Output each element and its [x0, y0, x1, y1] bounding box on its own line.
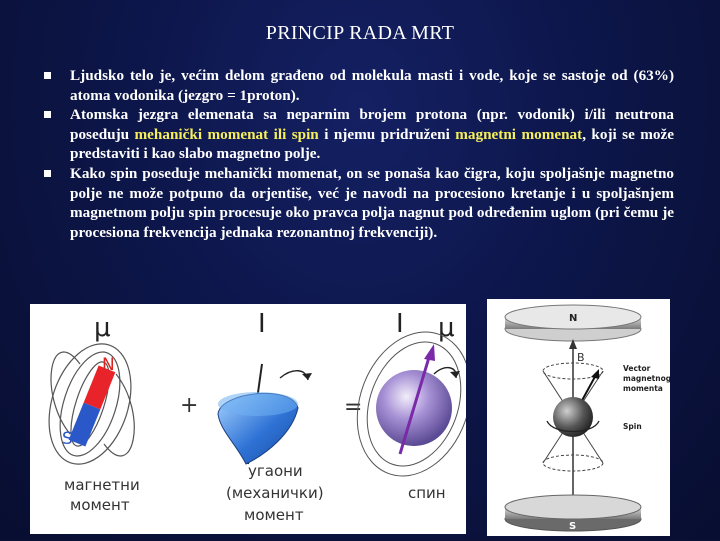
bullet-item [44, 66, 674, 105]
slide-title: PRINCIP RADA MRT [265, 22, 455, 44]
spinning-top-icon [218, 364, 312, 464]
spin-sphere-icon [376, 344, 460, 454]
vector-label: magnetnog [623, 374, 670, 383]
vector-label: momenta [623, 384, 663, 393]
caption-angular-moment: момент [244, 506, 304, 524]
bullet-text: Atomska jezgra elemenata sa neparnim brojem protona (npr. vodonik) i/ili neutrona poseduju [70, 106, 674, 143]
bullet-item [44, 105, 674, 164]
square-bullet-icon [44, 72, 51, 79]
square-bullet-icon [44, 170, 51, 177]
caption-magnetic-moment: магнетни [64, 476, 140, 494]
spin-equation-figure [30, 304, 466, 534]
bullet-text: Kako spin poseduje mehanički momenat, on se ponaša kao čigra, koju spoljašnje magnetno polje ne može potpuno da orjentiše, već je navodi na procesiono kretanje i u spoljašnjem magnetnom polju spin procesuje oko pravca polja nagnut pod određenim uglom (pri čemu je procesiona frekvencija jednaka rezonantnoj frekvenciji). [70, 164, 674, 241]
i-symbol: I [258, 309, 266, 339]
top-plate-label: N [569, 313, 578, 324]
i-symbol: I [396, 309, 404, 339]
plus-sign: + [180, 393, 199, 418]
bullet-text: , koji se može predstaviti i kao slabo magnetno polje. [70, 125, 674, 163]
caption-angular-moment: (механички) [226, 484, 324, 502]
south-pole-label: S [62, 429, 73, 449]
field-label: B [577, 351, 585, 364]
caption-spin: спин [408, 484, 446, 502]
bottom-plate-label: S [569, 521, 577, 532]
spin-label: Spin [623, 422, 642, 431]
highlight-mechanical-moment: mehanički momenat ili spin [134, 125, 319, 143]
bullet-text: Ljudsko telo je, većim delom građeno od molekula masti i vode, koje se sastoje od (63%) atoma vodonika (jezgro = 1proton). [70, 67, 674, 104]
bullet-list [44, 66, 674, 242]
caption-magnetic-moment: момент [70, 496, 130, 514]
highlight-magnetic-moment: magnetni momenat [455, 125, 583, 143]
vector-label: Vector [623, 364, 651, 373]
mu-symbol: μ [94, 313, 111, 343]
precession-figure [487, 299, 670, 536]
bullet-item [44, 164, 674, 242]
caption-angular-moment: угаони [248, 462, 303, 480]
square-bullet-icon [44, 111, 51, 118]
equals-sign: = [344, 395, 363, 420]
mu-symbol: μ [438, 313, 455, 343]
north-pole-label: N [102, 355, 115, 375]
bullet-text: i njemu pridruženi [318, 125, 456, 143]
moment-arrow-icon [591, 369, 599, 379]
